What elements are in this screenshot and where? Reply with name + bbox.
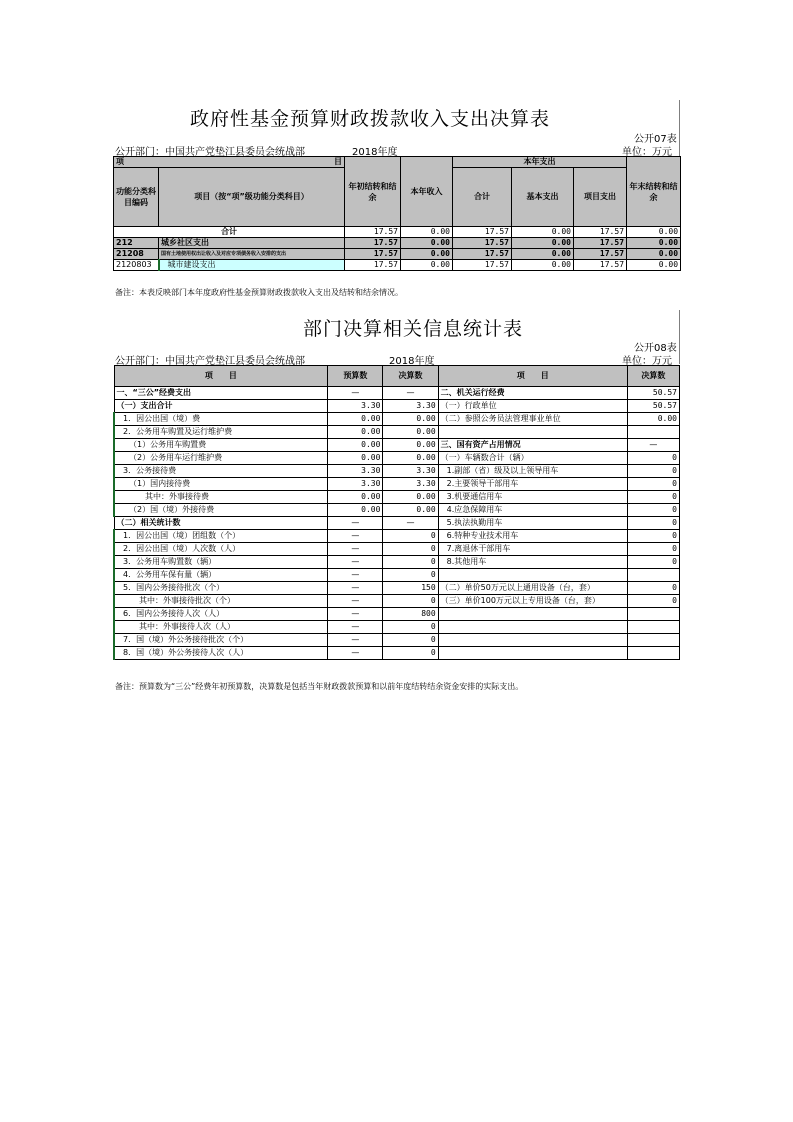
cell-right-final: 0 — [627, 582, 679, 595]
cell-right: 三、国有资产占用情况 — [438, 439, 627, 452]
page-edge-line-2 — [679, 310, 680, 364]
header-total: 合计 — [453, 168, 512, 227]
cell-right — [438, 647, 627, 660]
cell-basic: 0.00 — [512, 260, 574, 271]
cell-left: 5．国内公务接待批次（个） — [114, 582, 328, 595]
cell-budget: 3.30 — [328, 400, 383, 413]
cell-left: 6．国内公务接待人次（人） — [114, 608, 328, 621]
table-row — [114, 491, 680, 504]
table-row — [114, 530, 680, 543]
cell-right: 4.应急保障用车 — [438, 504, 627, 517]
table-row — [114, 413, 680, 426]
cell-final: 0 — [383, 556, 438, 569]
cell-total: 17.57 — [453, 249, 512, 260]
cell-final: 0.00 — [383, 426, 438, 439]
cell-budget: 3.30 — [328, 478, 383, 491]
cell-right: 2.主要领导干部用车 — [438, 478, 627, 491]
header-basic: 基本支出 — [512, 168, 574, 227]
cell-left: 7．国（境）外公务接待批次（个） — [114, 634, 328, 647]
cell-right — [438, 608, 627, 621]
page-edge-line-1 — [679, 100, 680, 157]
doc2-note: 备注：预算数为“三公”经费年初预算数，决算数是包括当年财政拨款预算和以前年度结转结余资金安排的实际支出。 — [115, 682, 524, 691]
cell-budget: — — [328, 621, 383, 634]
cell-final: 0 — [383, 530, 438, 543]
table-row — [114, 387, 680, 400]
cell-left: 一、“三公”经费支出 — [114, 387, 328, 400]
table-row — [114, 634, 680, 647]
table-row — [114, 260, 681, 271]
cell-left: （二）相关统计数 — [114, 517, 328, 530]
cell-final: 0.00 — [383, 504, 438, 517]
cell-budget: — — [328, 634, 383, 647]
cell-begin: 17.57 — [345, 227, 401, 238]
cell-end: 0.00 — [627, 260, 681, 271]
cell-budget: — — [328, 582, 383, 595]
cell-right-final — [627, 621, 679, 634]
header-budget: 预算数 — [328, 366, 383, 387]
cell-final: 0 — [383, 647, 438, 660]
cell-right-final: — — [627, 439, 679, 452]
cell-begin: 17.57 — [345, 249, 401, 260]
cell-right: （二）单价50万元以上通用设备（台，套） — [438, 582, 627, 595]
cell-right: （二）参照公务员法管理事业单位 — [438, 413, 627, 426]
cell-final: 0 — [383, 621, 438, 634]
cell-final: 0.00 — [383, 452, 438, 465]
cell-right: 6.特种专业技术用车 — [438, 530, 627, 543]
cell-right: 1.副部（省）级及以上领导用车 — [438, 465, 627, 478]
cell-right-final: 0 — [627, 452, 679, 465]
cell-budget: — — [328, 556, 383, 569]
table-row — [114, 426, 680, 439]
cell-final: 0 — [383, 569, 438, 582]
cell-final: — — [383, 387, 438, 400]
cell-final: 3.30 — [383, 465, 438, 478]
table-row — [114, 452, 680, 465]
cell-left: 其中：外事接待人次（人） — [114, 621, 328, 634]
header-item-label: 项 — [116, 157, 124, 166]
cell-basic: 0.00 — [512, 238, 574, 249]
cell-right: （一）行政单位 — [438, 400, 627, 413]
cell-total: 17.57 — [453, 260, 512, 271]
doc1-title: 政府性基金预算财政拨款收入支出决算表 — [190, 108, 551, 130]
cell-right-final: 50.57 — [627, 400, 679, 413]
header-row — [114, 366, 680, 387]
cell-left: 1．因公出国（境）团组数（个） — [114, 530, 328, 543]
cell-name: 合计 — [114, 227, 345, 238]
header-item: 项 目 — [114, 366, 328, 387]
table-row — [114, 608, 680, 621]
cell-left: 其中：外事接待批次（个） — [114, 595, 328, 608]
cell-final: 0 — [383, 543, 438, 556]
cell-budget: 0.00 — [328, 452, 383, 465]
cell-begin: 17.57 — [345, 238, 401, 249]
cell-right-final — [627, 569, 679, 582]
cell-left: （1）国内接待费 — [114, 478, 328, 491]
cell-income: 0.00 — [401, 260, 453, 271]
cell-total: 17.57 — [453, 238, 512, 249]
table-row — [114, 543, 680, 556]
table-row — [114, 478, 680, 491]
cell-right-final: 0 — [627, 504, 679, 517]
cell-code: 212 — [114, 238, 159, 249]
cell-left: （2）公务用车运行维护费 — [114, 452, 328, 465]
cell-right: 7.离退休干部用车 — [438, 543, 627, 556]
cell-right-final: 0 — [627, 517, 679, 530]
cell-right-final: 50.57 — [627, 387, 679, 400]
cell-left: 1．因公出国（境）费 — [114, 413, 328, 426]
cell-left: 2．因公出国（境）人次数（人） — [114, 543, 328, 556]
header-final: 决算数 — [383, 366, 438, 387]
table-row — [114, 582, 680, 595]
cell-end: 0.00 — [627, 238, 681, 249]
header-end: 年末结转和结余 — [627, 157, 681, 227]
cell-left: 4．公务用车保有量（辆） — [114, 569, 328, 582]
header-row-1 — [114, 157, 681, 168]
header-project: 项目支出 — [574, 168, 627, 227]
cell-end: 0.00 — [627, 249, 681, 260]
cell-left: 3．公务用车购置数（辆） — [114, 556, 328, 569]
cell-right: 5.执法执勤用车 — [438, 517, 627, 530]
cell-final: 0.00 — [383, 413, 438, 426]
cell-left: 3．公务接待费 — [114, 465, 328, 478]
doc2-year: 2018年度 — [389, 356, 435, 367]
header-item — [114, 157, 345, 168]
header-final-right: 决算数 — [627, 366, 679, 387]
cell-project: 17.57 — [574, 227, 627, 238]
cell-budget: — — [328, 543, 383, 556]
cell-total: 17.57 — [453, 227, 512, 238]
cell-budget: — — [328, 387, 383, 400]
cell-budget: 3.30 — [328, 465, 383, 478]
cell-right — [438, 621, 627, 634]
doc1-dept: 公开部门：中国共产党垫江县委员会统战部 — [115, 147, 305, 158]
cell-code: 21208 — [114, 249, 159, 260]
table-row-total — [114, 227, 681, 238]
cell-budget: — — [328, 608, 383, 621]
cell-right — [438, 569, 627, 582]
cell-right: 8.其他用车 — [438, 556, 627, 569]
header-item-end-label: 目 — [334, 157, 342, 166]
doc2-dept: 公开部门：中国共产党垫江县委员会统战部 — [115, 356, 305, 367]
cell-final: 0.00 — [383, 439, 438, 452]
cell-budget: — — [328, 595, 383, 608]
table-row — [114, 595, 680, 608]
cell-budget: 0.00 — [328, 439, 383, 452]
cell-right-final: 0 — [627, 491, 679, 504]
table-row — [114, 238, 681, 249]
table-row — [114, 504, 680, 517]
doc2-code: 公开08表 — [634, 343, 677, 354]
cell-right-final: 0 — [627, 478, 679, 491]
header-this-year: 本年支出 — [453, 157, 627, 168]
cell-right-final: 0 — [627, 465, 679, 478]
cell-left: 2．公务用车购置及运行维护费 — [114, 426, 328, 439]
cell-budget: — — [328, 647, 383, 660]
cell-income: 0.00 — [401, 249, 453, 260]
cell-budget: 0.00 — [328, 426, 383, 439]
header-item-right: 项 目 — [438, 366, 627, 387]
doc1-unit: 单位：万元 — [622, 147, 672, 158]
cell-final: 0 — [383, 634, 438, 647]
cell-code: 2120803 — [114, 260, 159, 271]
cell-right-final: 0 — [627, 595, 679, 608]
header-income: 本年收入 — [401, 157, 453, 227]
cell-budget: — — [328, 569, 383, 582]
cell-basic: 0.00 — [512, 249, 574, 260]
cell-right: （一）车辆数合计（辆） — [438, 452, 627, 465]
fund-budget-table — [113, 156, 681, 271]
cell-budget: 0.00 — [328, 504, 383, 517]
doc1-note: 备注：本表反映部门本年度政府性基金预算财政拨款收入支出及结转和结余情况。 — [115, 288, 403, 297]
cell-end: 0.00 — [627, 227, 681, 238]
doc2-title: 部门决算相关信息统计表 — [303, 318, 524, 340]
cell-name: 城乡社区支出 — [159, 238, 345, 249]
cell-right: 二、机关运行经费 — [438, 387, 627, 400]
cell-name: 国有土地使用权出让收入及对应专项债务收入安排的支出 — [159, 249, 345, 260]
cell-left: 其中：外事接待费 — [114, 491, 328, 504]
cell-right-final: 0.00 — [627, 413, 679, 426]
cell-right-final: 0 — [627, 543, 679, 556]
cell-final: 3.30 — [383, 478, 438, 491]
cell-project: 17.57 — [574, 238, 627, 249]
cell-final: 0 — [383, 595, 438, 608]
table-row — [114, 647, 680, 660]
table-row — [114, 439, 680, 452]
doc2-unit: 单位：万元 — [622, 356, 672, 367]
table-row — [114, 569, 680, 582]
cell-right — [438, 426, 627, 439]
table-row — [114, 400, 680, 413]
cell-budget: — — [328, 530, 383, 543]
cell-left: （2）国（境）外接待费 — [114, 504, 328, 517]
cell-right-final — [627, 647, 679, 660]
cell-left: （1）公务用车购置费 — [114, 439, 328, 452]
cell-right — [438, 634, 627, 647]
cell-final: — — [383, 517, 438, 530]
cell-budget: — — [328, 517, 383, 530]
cell-project: 17.57 — [574, 260, 627, 271]
table-row — [114, 517, 680, 530]
cell-final: 800 — [383, 608, 438, 621]
table-row — [114, 556, 680, 569]
cell-final: 150 — [383, 582, 438, 595]
cell-budget: 0.00 — [328, 491, 383, 504]
cell-project: 17.57 — [574, 249, 627, 260]
cell-name: 城市建设支出 — [159, 260, 345, 271]
cell-right: 3.机要通信用车 — [438, 491, 627, 504]
table-row — [114, 249, 681, 260]
header-begin: 年初结转和结余 — [345, 157, 401, 227]
cell-right-final: 0 — [627, 530, 679, 543]
header-code: 功能分类科目编码 — [114, 168, 159, 227]
cell-final: 3.30 — [383, 400, 438, 413]
cell-basic: 0.00 — [512, 227, 574, 238]
cell-budget: 0.00 — [328, 413, 383, 426]
cell-left: 8．国（境）外公务接待人次（人） — [114, 647, 328, 660]
header-name: 项目（按“项”级功能分类科目） — [159, 168, 345, 227]
cell-final: 0.00 — [383, 491, 438, 504]
cell-begin: 17.57 — [345, 260, 401, 271]
cell-right-final — [627, 426, 679, 439]
table-row — [114, 621, 680, 634]
cell-right: （三）单价100万元以上专用设备（台，套） — [438, 595, 627, 608]
doc1-code: 公开07表 — [634, 134, 677, 145]
cell-right-final — [627, 634, 679, 647]
doc1-year: 2018年度 — [352, 147, 398, 158]
cell-left: （一）支出合计 — [114, 400, 328, 413]
cell-right-final — [627, 608, 679, 621]
cell-right-final: 0 — [627, 556, 679, 569]
table-row — [114, 465, 680, 478]
cell-income: 0.00 — [401, 227, 453, 238]
cell-income: 0.00 — [401, 238, 453, 249]
dept-info-table — [113, 365, 680, 660]
